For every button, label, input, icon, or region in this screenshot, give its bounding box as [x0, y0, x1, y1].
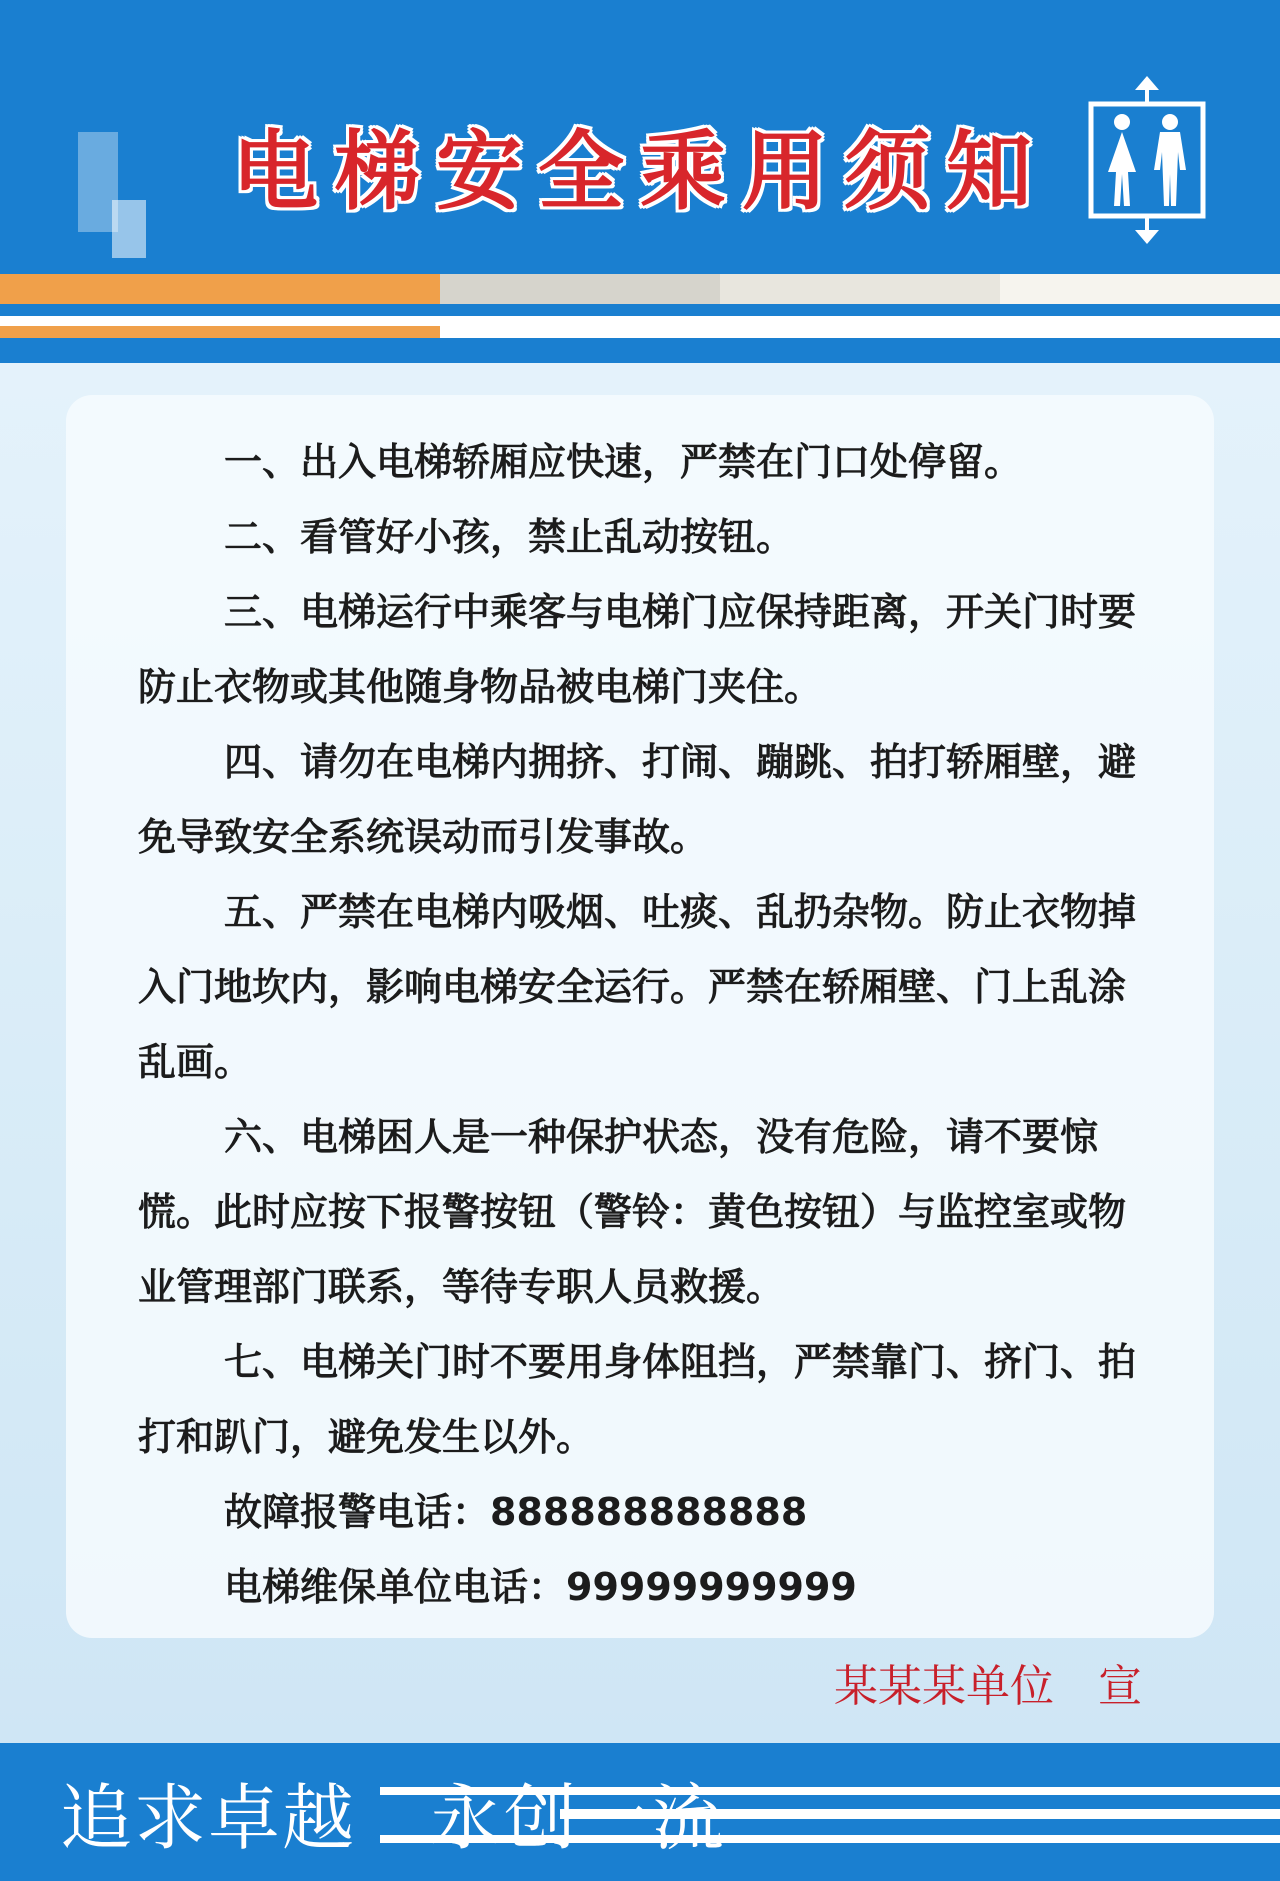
rule-item: 二、看管好小孩，禁止乱动按钮。: [224, 515, 795, 559]
footer-slogan: 追求卓越 永创一流: [60, 1776, 727, 1860]
stripe-band: [0, 258, 1280, 363]
rule-item: 三、电梯运行中乘客与电梯门应保持距离，开关门时要防止衣物或其他随身物品被电梯门夹住。: [138, 590, 1137, 709]
elevator-icon: [1088, 74, 1206, 246]
rule-item: 七、电梯关门时不要用身体阻挡，严禁靠门、挤门、拍打和趴门，避免发生以外。: [138, 1340, 1137, 1459]
maintenance-phone: 电梯维保单位电话：99999999999: [224, 1565, 857, 1609]
rule-item: 五、严禁在电梯内吸烟、吐痰、乱扔杂物。防止衣物掉入门地坎内，影响电梯安全运行。严禁在轿厢壁、门上乱涂乱画。: [138, 890, 1137, 1084]
rule-item: 六、电梯困人是一种保护状态，没有危险，请不要惊慌。此时应按下报警按钮（警铃：黄色按钮）与监控室或物业管理部门联系，等待专职人员救援。: [138, 1115, 1127, 1309]
rule-item: 一、出入电梯轿厢应快速，严禁在门口处停留。: [224, 440, 1023, 484]
rule-item: 四、请勿在电梯内拥挤、打闹、蹦跳、拍打轿厢壁，避免导致安全系统误动而引发事故。: [138, 740, 1137, 859]
issuer-signature: 某某某单位 宣: [834, 1661, 1142, 1712]
header-banner: [0, 0, 1280, 258]
rules-list: [138, 425, 1148, 1625]
fault-phone: 故障报警电话：888888888888: [224, 1490, 808, 1534]
page-title: 电梯安全乘用须知: [232, 121, 1048, 222]
